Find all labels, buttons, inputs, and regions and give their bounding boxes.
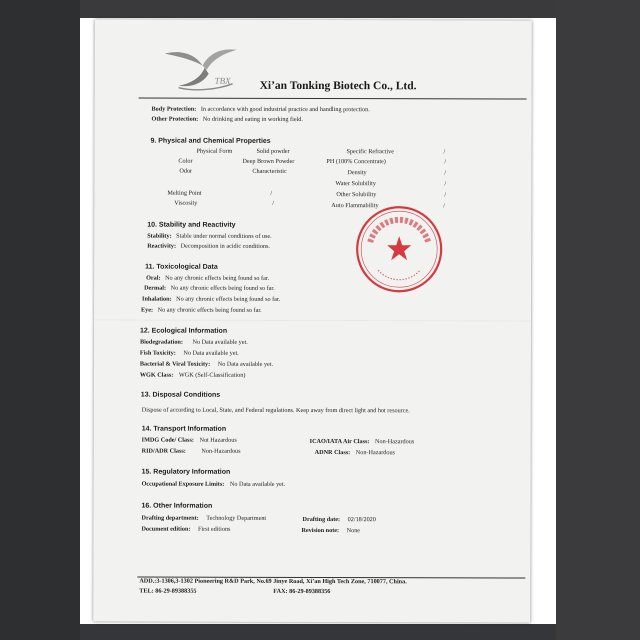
eco-label: Biodegradation: (139, 338, 183, 346)
background-right (556, 0, 640, 640)
exposure-value: No Data available yet. (229, 480, 286, 488)
s9-right-label: Water Solubility (335, 180, 376, 188)
company-logo-icon (161, 44, 251, 96)
body-protection-value: In accordance with good industrial practice and handling protection. (200, 105, 370, 114)
stability-label: Stability: (147, 232, 172, 240)
s9-left-value: Deep Brown Powder (242, 157, 295, 165)
other-protection-value: No drinking and eating in working field. (202, 115, 303, 123)
rid-label: RID/ADR Class: (141, 447, 186, 455)
s9-left-label: Odor (179, 167, 193, 175)
other-protection-label: Other Protection: (151, 115, 199, 123)
eco-value: No Data available yet. (183, 349, 239, 357)
company-seal-stamp (352, 202, 446, 296)
adnr-label: ADNR Class: (314, 449, 351, 457)
disposal-text: Dispose of according to Local, State, and Federal regulations. Keep away from direct light and hot resource. (141, 406, 410, 415)
section-13-title: 13. Disposal Conditions (140, 391, 221, 399)
eco-value: No Data available yet. (192, 338, 248, 346)
s9-right-label: Other Solubility (336, 191, 377, 199)
drafting-department-label: Drafting department: (141, 514, 199, 522)
section-9-title: 9. Physical and Chemical Properties (150, 137, 271, 145)
section-16-title: 16. Other Information (141, 502, 213, 510)
eco-label: Fish Toxicity: (139, 349, 176, 357)
svg-text:TBX: TBX (214, 75, 231, 86)
revision-note-label: Revision note: (301, 526, 340, 535)
s9-left-label: Color (178, 157, 193, 165)
imdg-value: Not Hazardous (199, 436, 237, 444)
section-14-title: 14. Transport Information (141, 425, 227, 433)
tox-value: No any chronic effects being found so far. (165, 274, 270, 282)
s9-left-value: / (272, 199, 275, 207)
rid-value: Non-Hazardous (201, 447, 241, 455)
body-protection-label: Body Protection: (151, 105, 197, 113)
eco-value: WGK (Self-Classification) (178, 371, 246, 379)
tox-label: Oral: (146, 274, 161, 282)
footer-address: ADD.:3-1306,3-1302 Pioneering R&D Park, No.69 Jinye Road, Xi’an High Tech Zone, 710077, China. (139, 577, 407, 586)
s9-right-label: Density (347, 169, 367, 177)
s9-right-label: Specific Refractive (346, 148, 395, 156)
document-edition-label: Document edition: (141, 525, 191, 533)
document-edition-value: First editions (197, 525, 231, 533)
stability-value: Stable under normal conditions of use. (176, 232, 272, 240)
tox-value: No any chronic effects being found so far. (176, 295, 281, 303)
adnr-value: Non-Hazardous (355, 449, 395, 457)
tox-label: Dermal: (144, 284, 167, 292)
drafting-date-label: Drafting date: (302, 515, 341, 524)
icao-label: ICAO/IATA Air Class: (309, 437, 370, 446)
imdg-label: IMDG Code/ Class: (141, 436, 194, 444)
s9-left-label: Melting Point (167, 189, 202, 197)
s9-left-value: / (270, 189, 273, 197)
footer-tel: TEL: 86-29-89388355 (139, 587, 197, 595)
s9-left-label: Viscosity (174, 199, 198, 207)
section-12-title: 12. Ecological Information (139, 327, 228, 335)
s9-right-value: / (443, 202, 446, 210)
s9-right-value: / (444, 169, 447, 177)
s9-left-value: Solid powder (256, 147, 290, 155)
section-15-title: 15. Regulatory Information (141, 468, 231, 476)
s9-right-value: / (443, 148, 446, 156)
background-top (80, 0, 556, 18)
document-page (93, 19, 532, 622)
s9-right-value: / (444, 158, 447, 166)
background-bottom (80, 624, 556, 640)
paper-fold (94, 319, 531, 321)
s9-left-value: Characteristic (252, 167, 287, 175)
reactivity-value: Decomposition in acidic conditions. (180, 242, 270, 250)
tox-label: Eye: (141, 306, 154, 314)
drafting-date-value: 02/18/2020 (347, 516, 376, 524)
s9-right-value: / (444, 180, 447, 188)
background-left (0, 0, 80, 640)
tox-value: No any chronic effects being found so far. (157, 306, 262, 314)
s9-right-label: PH (100% Concentrate) (326, 158, 386, 166)
eco-label: WGK Class: (139, 371, 174, 379)
drafting-department-value: Technology Department (206, 514, 267, 522)
revision-note-value: None (346, 527, 361, 535)
reactivity-label: Reactivity: (147, 242, 177, 250)
eco-label: Bacterial & Viral Toxicity: (139, 360, 211, 368)
exposure-label: Occupational Exposure Limits: (141, 480, 225, 488)
section-11-title: 11. Toxicological Data (145, 263, 218, 271)
eco-value: No Data available yet. (217, 360, 274, 368)
section-10-title: 10. Stability and Reactivity (147, 221, 236, 229)
company-name: Xi’an Tonking Biotech Co., Ltd. (259, 79, 417, 93)
icao-value: Non-Hazardous (375, 438, 415, 446)
tox-value: No any chronic effects being found so far. (170, 284, 275, 292)
s9-right-label: Auto Flammability (331, 202, 379, 210)
tox-label: Inhalation: (142, 295, 172, 303)
header-rule (139, 98, 527, 100)
s9-right-value: / (444, 191, 447, 199)
s9-left-label: Physical Form (196, 147, 233, 155)
footer-fax: FAX: 86-29-89388356 (273, 587, 331, 596)
